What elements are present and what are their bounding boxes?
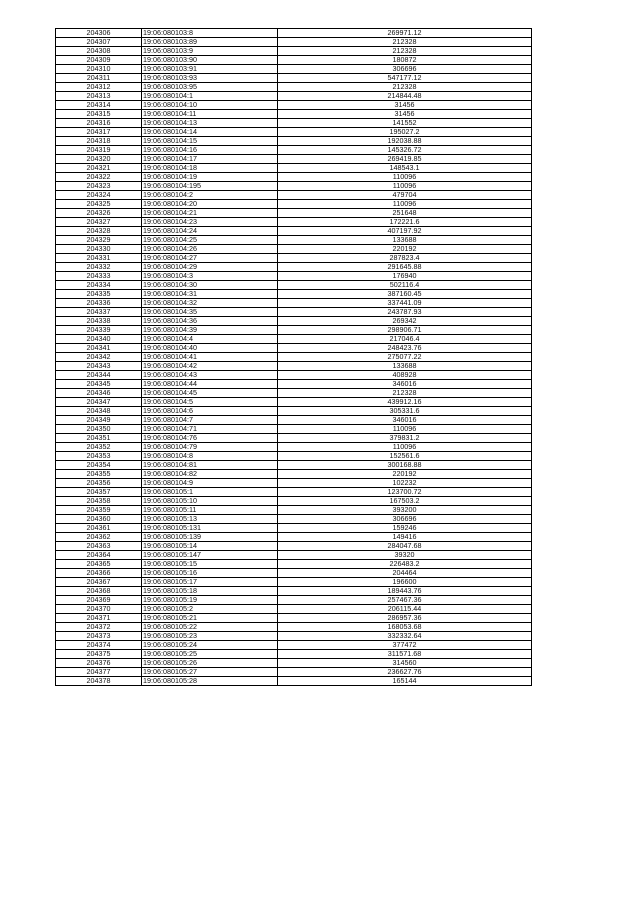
cell-record-id: 204332 (56, 263, 142, 272)
cell-amount: 547177.12 (278, 74, 532, 83)
table-row (56, 488, 532, 497)
table-row (56, 299, 532, 308)
cell-amount: 110096 (278, 443, 532, 452)
cell-amount: 251648 (278, 209, 532, 218)
cell-cadastral-number: 19:06:080105:28 (142, 677, 278, 686)
cell-cadastral-number: 19:06:080104:82 (142, 470, 278, 479)
cell-cadastral-number: 19:06:080104:11 (142, 110, 278, 119)
cell-record-id: 204338 (56, 317, 142, 326)
cell-cadastral-number: 19:06:080104:19 (142, 173, 278, 182)
cell-cadastral-number: 19:06:080104:21 (142, 209, 278, 218)
table-row (56, 209, 532, 218)
cell-amount: 214844.48 (278, 92, 532, 101)
table-row (56, 164, 532, 173)
cell-record-id: 204331 (56, 254, 142, 263)
table-row (56, 461, 532, 470)
cell-amount: 102232 (278, 479, 532, 488)
table-row (56, 281, 532, 290)
cell-record-id: 204321 (56, 164, 142, 173)
cell-record-id: 204333 (56, 272, 142, 281)
cell-cadastral-number: 19:06:080105:25 (142, 650, 278, 659)
cell-cadastral-number: 19:06:080105:19 (142, 596, 278, 605)
cell-cadastral-number: 19:06:080105:18 (142, 587, 278, 596)
cell-record-id: 204369 (56, 596, 142, 605)
cell-amount: 346016 (278, 380, 532, 389)
cell-record-id: 204364 (56, 551, 142, 560)
cell-amount: 306696 (278, 65, 532, 74)
cell-cadastral-number: 19:06:080104:39 (142, 326, 278, 335)
cell-cadastral-number: 19:06:080105:22 (142, 623, 278, 632)
cell-amount: 110096 (278, 182, 532, 191)
cell-amount: 226483.2 (278, 560, 532, 569)
table-row (56, 110, 532, 119)
cell-cadastral-number: 19:06:080105:17 (142, 578, 278, 587)
table-row (56, 452, 532, 461)
table-row (56, 425, 532, 434)
cell-amount: 408928 (278, 371, 532, 380)
cell-cadastral-number: 19:06:080104:6 (142, 407, 278, 416)
cell-record-id: 204374 (56, 641, 142, 650)
cell-amount: 39320 (278, 551, 532, 560)
cell-amount: 152561.6 (278, 452, 532, 461)
cell-amount: 159246 (278, 524, 532, 533)
cell-record-id: 204370 (56, 605, 142, 614)
cell-record-id: 204356 (56, 479, 142, 488)
table-row (56, 524, 532, 533)
cell-record-id: 204310 (56, 65, 142, 74)
table-row (56, 326, 532, 335)
cell-cadastral-number: 19:06:080105:27 (142, 668, 278, 677)
cell-record-id: 204347 (56, 398, 142, 407)
cell-amount: 133688 (278, 236, 532, 245)
cell-cadastral-number: 19:06:080105:2 (142, 605, 278, 614)
cell-record-id: 204348 (56, 407, 142, 416)
cell-amount: 332332.64 (278, 632, 532, 641)
cell-record-id: 204341 (56, 344, 142, 353)
cell-record-id: 204357 (56, 488, 142, 497)
cell-amount: 110096 (278, 200, 532, 209)
cell-record-id: 204363 (56, 542, 142, 551)
cell-record-id: 204311 (56, 74, 142, 83)
table-row (56, 65, 532, 74)
cell-amount: 287823.4 (278, 254, 532, 263)
cell-amount: 220192 (278, 245, 532, 254)
table-row (56, 236, 532, 245)
cell-record-id: 204343 (56, 362, 142, 371)
table-row (56, 56, 532, 65)
cell-cadastral-number: 19:06:080104:17 (142, 155, 278, 164)
table-row (56, 245, 532, 254)
table-row (56, 74, 532, 83)
cell-record-id: 204316 (56, 119, 142, 128)
cell-cadastral-number: 19:06:080105:21 (142, 614, 278, 623)
cell-cadastral-number: 19:06:080104:1 (142, 92, 278, 101)
cell-amount: 284047.68 (278, 542, 532, 551)
table-row (56, 371, 532, 380)
cell-amount: 269419.85 (278, 155, 532, 164)
cell-record-id: 204350 (56, 425, 142, 434)
cell-cadastral-number: 19:06:080105:14 (142, 542, 278, 551)
cell-cadastral-number: 19:06:080105:15 (142, 560, 278, 569)
cell-cadastral-number: 19:06:080104:29 (142, 263, 278, 272)
table-row (56, 146, 532, 155)
cell-record-id: 204313 (56, 92, 142, 101)
table-row (56, 290, 532, 299)
table-row (56, 668, 532, 677)
cell-record-id: 204372 (56, 623, 142, 632)
table-row (56, 92, 532, 101)
cell-record-id: 204349 (56, 416, 142, 425)
cell-cadastral-number: 19:06:080104:26 (142, 245, 278, 254)
cell-amount: 189443.76 (278, 587, 532, 596)
cell-cadastral-number: 19:06:080105:26 (142, 659, 278, 668)
cell-cadastral-number: 19:06:080104:16 (142, 146, 278, 155)
cell-cadastral-number: 19:06:080104:40 (142, 344, 278, 353)
cell-amount: 387160.45 (278, 290, 532, 299)
cell-cadastral-number: 19:06:080103:89 (142, 38, 278, 47)
table-row (56, 83, 532, 92)
cell-record-id: 204371 (56, 614, 142, 623)
table-row (56, 128, 532, 137)
table-row (56, 497, 532, 506)
cell-amount: 206115.44 (278, 605, 532, 614)
cell-amount: 286957.36 (278, 614, 532, 623)
table-row (56, 155, 532, 164)
cell-amount: 212328 (278, 389, 532, 398)
cell-cadastral-number: 19:06:080105:24 (142, 641, 278, 650)
cell-record-id: 204358 (56, 497, 142, 506)
cell-amount: 212328 (278, 47, 532, 56)
table-row (56, 470, 532, 479)
cell-cadastral-number: 19:06:080105:16 (142, 569, 278, 578)
cell-record-id: 204353 (56, 452, 142, 461)
cell-cadastral-number: 19:06:080105:139 (142, 533, 278, 542)
table-row (56, 587, 532, 596)
cell-record-id: 204360 (56, 515, 142, 524)
data-table (55, 28, 532, 686)
cell-amount: 195027.2 (278, 128, 532, 137)
cell-amount: 306696 (278, 515, 532, 524)
table-row (56, 227, 532, 236)
cell-record-id: 204309 (56, 56, 142, 65)
table-row (56, 317, 532, 326)
cell-cadastral-number: 19:06:080104:24 (142, 227, 278, 236)
cell-amount: 248423.76 (278, 344, 532, 353)
cell-cadastral-number: 19:06:080104:195 (142, 182, 278, 191)
cell-amount: 346016 (278, 416, 532, 425)
table-row (56, 263, 532, 272)
cell-cadastral-number: 19:06:080104:76 (142, 434, 278, 443)
table-row (56, 335, 532, 344)
cell-record-id: 204306 (56, 29, 142, 38)
cell-record-id: 204336 (56, 299, 142, 308)
table-row (56, 596, 532, 605)
cell-cadastral-number: 19:06:080104:2 (142, 191, 278, 200)
table-row (56, 398, 532, 407)
cell-amount: 337441.09 (278, 299, 532, 308)
cell-amount: 407197.92 (278, 227, 532, 236)
cell-cadastral-number: 19:06:080104:23 (142, 218, 278, 227)
cell-amount: 269971.12 (278, 29, 532, 38)
table-row (56, 47, 532, 56)
cell-amount: 133688 (278, 362, 532, 371)
cell-amount: 291645.88 (278, 263, 532, 272)
cell-record-id: 204335 (56, 290, 142, 299)
table-row (56, 677, 532, 686)
cell-amount: 439912.16 (278, 398, 532, 407)
cell-record-id: 204346 (56, 389, 142, 398)
cell-cadastral-number: 19:06:080104:5 (142, 398, 278, 407)
table-row (56, 650, 532, 659)
cell-record-id: 204317 (56, 128, 142, 137)
cell-amount: 275077.22 (278, 353, 532, 362)
cell-amount: 110096 (278, 173, 532, 182)
cell-record-id: 204329 (56, 236, 142, 245)
cell-cadastral-number: 19:06:080104:20 (142, 200, 278, 209)
cell-cadastral-number: 19:06:080104:25 (142, 236, 278, 245)
cell-record-id: 204352 (56, 443, 142, 452)
cell-record-id: 204362 (56, 533, 142, 542)
cell-amount: 167503.2 (278, 497, 532, 506)
cell-cadastral-number: 19:06:080105:10 (142, 497, 278, 506)
table-row (56, 560, 532, 569)
cell-cadastral-number: 19:06:080104:43 (142, 371, 278, 380)
cell-record-id: 204334 (56, 281, 142, 290)
cell-record-id: 204368 (56, 587, 142, 596)
table-row (56, 182, 532, 191)
cell-amount: 502116.4 (278, 281, 532, 290)
cell-cadastral-number: 19:06:080104:14 (142, 128, 278, 137)
cell-record-id: 204318 (56, 137, 142, 146)
cell-amount: 172221.6 (278, 218, 532, 227)
cell-cadastral-number: 19:06:080105:13 (142, 515, 278, 524)
table-row (56, 200, 532, 209)
cell-record-id: 204312 (56, 83, 142, 92)
cell-cadastral-number: 19:06:080105:11 (142, 506, 278, 515)
cell-amount: 192038.88 (278, 137, 532, 146)
cell-amount: 379831.2 (278, 434, 532, 443)
cell-record-id: 204366 (56, 569, 142, 578)
table-row (56, 362, 532, 371)
table-row (56, 101, 532, 110)
cell-cadastral-number: 19:06:080104:18 (142, 164, 278, 173)
cell-cadastral-number: 19:06:080105:147 (142, 551, 278, 560)
table-row (56, 578, 532, 587)
cell-record-id: 204308 (56, 47, 142, 56)
table-row (56, 515, 532, 524)
cell-record-id: 204355 (56, 470, 142, 479)
cell-record-id: 204322 (56, 173, 142, 182)
table-row (56, 542, 532, 551)
cell-cadastral-number: 19:06:080104:15 (142, 137, 278, 146)
table-row (56, 254, 532, 263)
cell-amount: 212328 (278, 38, 532, 47)
cell-amount: 168053.68 (278, 623, 532, 632)
table-row (56, 605, 532, 614)
table-row (56, 443, 532, 452)
table-row (56, 632, 532, 641)
table-row (56, 191, 532, 200)
cell-cadastral-number: 19:06:080103:9 (142, 47, 278, 56)
cell-amount: 176940 (278, 272, 532, 281)
table-row (56, 173, 532, 182)
cell-record-id: 204330 (56, 245, 142, 254)
cell-record-id: 204328 (56, 227, 142, 236)
cell-amount: 196600 (278, 578, 532, 587)
cell-amount: 149416 (278, 533, 532, 542)
cell-cadastral-number: 19:06:080104:31 (142, 290, 278, 299)
cell-cadastral-number: 19:06:080104:41 (142, 353, 278, 362)
table-row (56, 38, 532, 47)
table-row (56, 119, 532, 128)
table-row (56, 353, 532, 362)
cell-cadastral-number: 19:06:080103:91 (142, 65, 278, 74)
cell-amount: 217046.4 (278, 335, 532, 344)
cell-amount: 148543.1 (278, 164, 532, 173)
cell-cadastral-number: 19:06:080104:71 (142, 425, 278, 434)
cell-record-id: 204325 (56, 200, 142, 209)
cell-cadastral-number: 19:06:080104:9 (142, 479, 278, 488)
cell-record-id: 204315 (56, 110, 142, 119)
cell-cadastral-number: 19:06:080104:81 (142, 461, 278, 470)
cell-record-id: 204359 (56, 506, 142, 515)
cell-record-id: 204351 (56, 434, 142, 443)
cell-cadastral-number: 19:06:080105:23 (142, 632, 278, 641)
cell-record-id: 204340 (56, 335, 142, 344)
cell-amount: 305331.6 (278, 407, 532, 416)
cell-cadastral-number: 19:06:080104:7 (142, 416, 278, 425)
cell-cadastral-number: 19:06:080103:8 (142, 29, 278, 38)
cell-record-id: 204320 (56, 155, 142, 164)
cell-record-id: 204377 (56, 668, 142, 677)
cell-cadastral-number: 19:06:080104:32 (142, 299, 278, 308)
table-row (56, 416, 532, 425)
cell-record-id: 204342 (56, 353, 142, 362)
cell-record-id: 204339 (56, 326, 142, 335)
cell-amount: 393200 (278, 506, 532, 515)
table-row (56, 407, 532, 416)
table-row (56, 506, 532, 515)
cell-record-id: 204373 (56, 632, 142, 641)
table-body (56, 29, 532, 686)
cell-record-id: 204326 (56, 209, 142, 218)
cell-cadastral-number: 19:06:080104:3 (142, 272, 278, 281)
cell-amount: 479704 (278, 191, 532, 200)
cell-cadastral-number: 19:06:080105:1 (142, 488, 278, 497)
cell-record-id: 204344 (56, 371, 142, 380)
cell-amount: 311571.68 (278, 650, 532, 659)
table-row (56, 551, 532, 560)
table-row (56, 479, 532, 488)
cell-amount: 220192 (278, 470, 532, 479)
cell-record-id: 204361 (56, 524, 142, 533)
cell-record-id: 204365 (56, 560, 142, 569)
cell-record-id: 204345 (56, 380, 142, 389)
table-row (56, 380, 532, 389)
table-row (56, 569, 532, 578)
cell-record-id: 204376 (56, 659, 142, 668)
cell-cadastral-number: 19:06:080104:45 (142, 389, 278, 398)
cell-amount: 123700.72 (278, 488, 532, 497)
cell-cadastral-number: 19:06:080104:4 (142, 335, 278, 344)
cell-cadastral-number: 19:06:080104:13 (142, 119, 278, 128)
cell-amount: 31456 (278, 110, 532, 119)
table-row (56, 623, 532, 632)
table-row (56, 614, 532, 623)
cell-cadastral-number: 19:06:080104:35 (142, 308, 278, 317)
table-row (56, 434, 532, 443)
cell-record-id: 204378 (56, 677, 142, 686)
cell-amount: 300168.88 (278, 461, 532, 470)
cell-cadastral-number: 19:06:080103:95 (142, 83, 278, 92)
cell-amount: 145326.72 (278, 146, 532, 155)
table-row (56, 344, 532, 353)
cell-cadastral-number: 19:06:080104:79 (142, 443, 278, 452)
cell-amount: 269342 (278, 317, 532, 326)
cell-amount: 314560 (278, 659, 532, 668)
cell-cadastral-number: 19:06:080103:93 (142, 74, 278, 83)
table-row (56, 272, 532, 281)
cell-record-id: 204323 (56, 182, 142, 191)
cell-record-id: 204319 (56, 146, 142, 155)
cell-record-id: 204324 (56, 191, 142, 200)
cell-cadastral-number: 19:06:080104:30 (142, 281, 278, 290)
cell-amount: 141552 (278, 119, 532, 128)
cell-amount: 180872 (278, 56, 532, 65)
table-row (56, 659, 532, 668)
table-row (56, 29, 532, 38)
cell-cadastral-number: 19:06:080104:36 (142, 317, 278, 326)
cell-cadastral-number: 19:06:080104:44 (142, 380, 278, 389)
cell-cadastral-number: 19:06:080104:42 (142, 362, 278, 371)
table-row (56, 218, 532, 227)
cell-amount: 257467.36 (278, 596, 532, 605)
cell-record-id: 204337 (56, 308, 142, 317)
table-row (56, 137, 532, 146)
cell-cadastral-number: 19:06:080104:27 (142, 254, 278, 263)
cell-record-id: 204354 (56, 461, 142, 470)
cell-cadastral-number: 19:06:080103:90 (142, 56, 278, 65)
cell-amount: 243787.93 (278, 308, 532, 317)
cell-amount: 236627.76 (278, 668, 532, 677)
cell-amount: 110096 (278, 425, 532, 434)
cell-amount: 31456 (278, 101, 532, 110)
table-row (56, 533, 532, 542)
table-row (56, 641, 532, 650)
cell-amount: 204464 (278, 569, 532, 578)
cell-amount: 377472 (278, 641, 532, 650)
cell-record-id: 204314 (56, 101, 142, 110)
cell-amount: 165144 (278, 677, 532, 686)
cell-cadastral-number: 19:06:080104:10 (142, 101, 278, 110)
table-row (56, 389, 532, 398)
cell-amount: 298906.71 (278, 326, 532, 335)
cell-amount: 212328 (278, 83, 532, 92)
cell-record-id: 204367 (56, 578, 142, 587)
cell-record-id: 204307 (56, 38, 142, 47)
cell-record-id: 204327 (56, 218, 142, 227)
cell-cadastral-number: 19:06:080104:8 (142, 452, 278, 461)
table-row (56, 308, 532, 317)
cell-cadastral-number: 19:06:080105:131 (142, 524, 278, 533)
cell-record-id: 204375 (56, 650, 142, 659)
